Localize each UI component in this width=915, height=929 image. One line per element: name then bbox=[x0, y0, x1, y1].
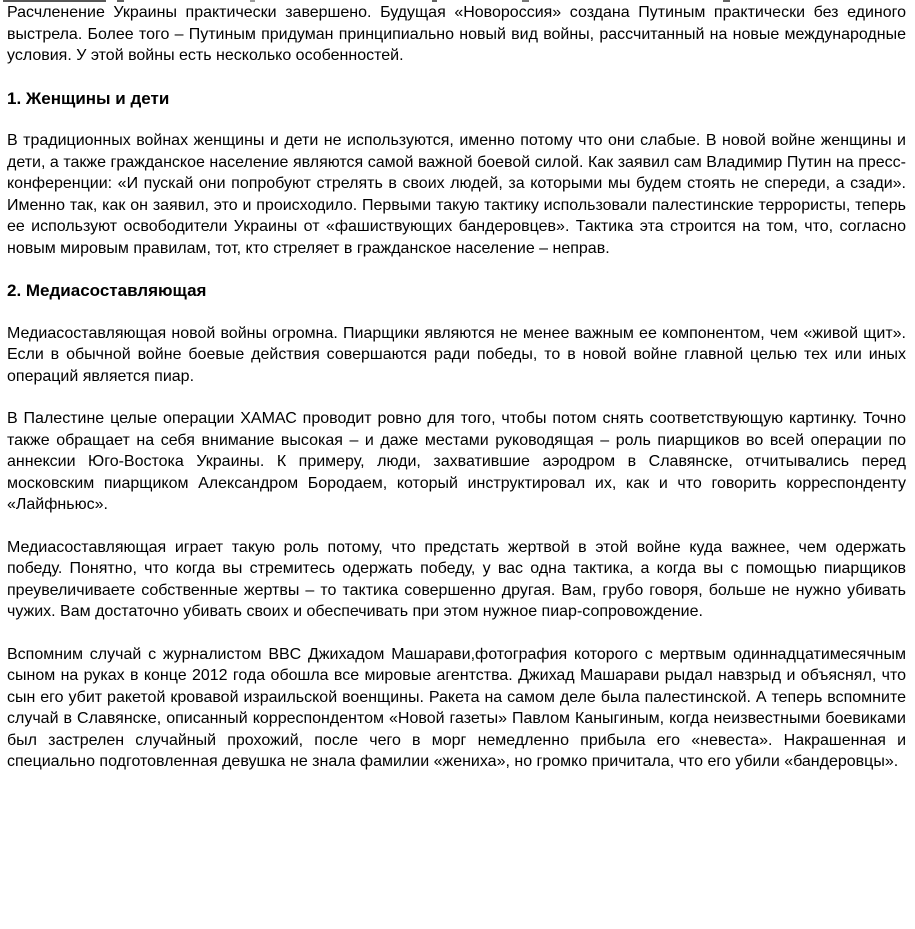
text-fragment bbox=[432, 0, 437, 2]
section-2-paragraph-2: В Палестине целые операции ХАМАС проводит ровно для того, чтобы потом снять соответствующую картинку. Точно также обращает на себя внимание высокая – и даже местами руководящая – роль пиарщиков во всей операции по аннексии Юго-Востока Украины. К примеру, люди, захватившие аэродром в Славянске, отчитывались перед московским пиарщиком Александром Бородаем, который инструктировал их, как и что говорить корреспонденту «Лайфньюс». bbox=[7, 410, 906, 513]
section-1-heading: 1. Женщины и дети bbox=[7, 88, 170, 108]
text-fragment bbox=[3, 0, 106, 2]
section-2-paragraph-3: Медиасоставляющая играет такую роль потому, что предстать жертвой в этой войне куда важнее, чем одержать победу. Понятно, что когда вы стремитесь одержать победу, у вас одна тактика, а когда вы с помощью пиарщиков преувеличиваете собственные жертвы – то тактика совершенно другая. Вам, грубо говоря, больше не нужно убивать чужих. Вам достаточно убивать своих и обеспечивать при этом нужное пиар-сопровождение. bbox=[7, 538, 906, 620]
text-fragment bbox=[522, 0, 529, 2]
text-fragment bbox=[250, 0, 255, 2]
section-2-heading: 2. Медиасоставляющая bbox=[7, 281, 207, 300]
cropped-text-remnant bbox=[0, 0, 915, 3]
section-1-paragraph: В традиционных войнах женщины и дети не используются, именно потому что они слабые. В новой войне женщины и дети, а также гражданское население являются самой важной боевой силой. Как заявил сам Владимир Путин на пресс-конференции: «И пускай они попробуют стрелять в своих людей, за которыми мы будем стоять не спереди, а сзади». Именно так, как он заявил, это и происходило. Первыми такую тактику использовали палестинские террористы, теперь ее используют освободители Украины от «фашиствующих бандеровцев». Тактика эта строится на том, что, согласно новым мировым правилам, тот, кто стреляет в гражданское население – неправ. bbox=[7, 132, 906, 257]
text-fragment bbox=[723, 0, 730, 2]
section-2-paragraph-1: Медиасоставляющая новой войны огромна. Пиарщики являются не менее важным ее компонентом, чем «живой щит». Если в обычной войне боевые действия совершаются ради победы, то в новой войне главной целью тех или иных операций является пиар. bbox=[7, 324, 906, 385]
text-fragment bbox=[117, 0, 124, 2]
section-2-paragraph-4: Вспомним случай с журналистом BBC Джихадом Машарави,фотография которого с мертвым одиннадцатимесячным сыном на руках в конце 2012 года обошла все мировые агентства. Джихад Машарави рыдал навзрыд и объяснял, что сын его убит ракетой кровавой израильской военщины. Ракета на самом деле была палестинской. А теперь вспомните случай в Славянске, описанный корреспондентом «Новой газеты» Павлом Каныгиным, когда неизвестными боевиками был застрелен случайный прохожий, после чего в морг немедленно прибыла его «невеста». Накрашенная и специально подготовленная девушка не знала фамилии «жениха», но громко причитала, что его убили «бандеровцы». bbox=[7, 645, 906, 770]
intro-paragraph: Расчленение Украины практически завершено. Будущая «Новороссия» создана Путиным практически без единого выстрела. Более того – Путиным придуман принципиально новый вид войны, рассчитанный на новые международные условия. У этой войны есть несколько особенностей. bbox=[7, 4, 906, 64]
